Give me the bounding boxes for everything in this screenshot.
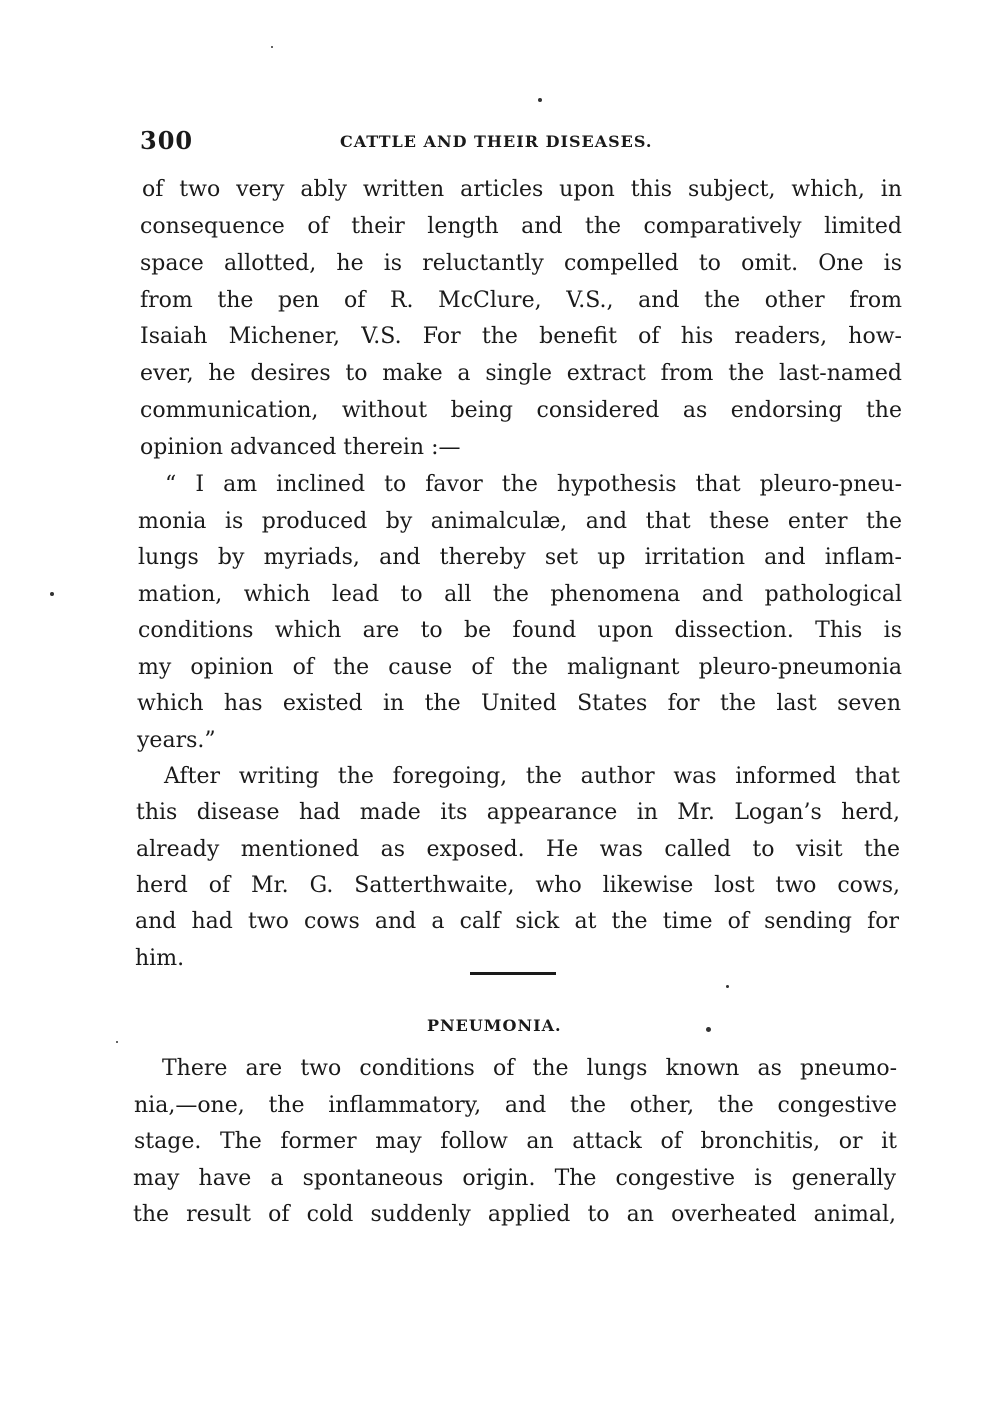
scan-speck (726, 985, 729, 988)
text-line: already mentioned as exposed. He was called to visit the (136, 837, 900, 862)
scan-speck (50, 592, 54, 596)
text-line: After writing the foregoing, the author was informed that (164, 764, 900, 789)
text-line: this disease had made its appearance in Mr. Logan’s herd, (136, 800, 900, 825)
text-line: communication, without being considered as endorsing the (140, 398, 902, 423)
text-line: monia is produced by animalculæ, and that these enter the (138, 509, 902, 534)
text-line: of two very ably written articles upon this subject, which, in (142, 177, 902, 202)
scan-speck (538, 98, 542, 102)
scan-speck (271, 46, 273, 48)
text-line: may have a spontaneous origin. The congestive is generally (133, 1166, 896, 1191)
text-line: mation, which lead to all the phenomena and pathological (138, 582, 902, 607)
text-line: opinion advanced therein :— (140, 435, 461, 460)
text-line: lungs by myriads, and thereby set up irritation and inflam- (138, 545, 902, 570)
text-line: stage. The former may follow an attack of bronchitis, or it (134, 1129, 897, 1154)
section-heading: PNEUMONIA. (427, 1016, 562, 1035)
text-line: There are two conditions of the lungs known as pneumo- (162, 1056, 897, 1081)
page-number: 300 (140, 126, 194, 155)
scan-speck (706, 1027, 711, 1032)
text-line: conditions which are to be found upon dissection. This is (138, 618, 902, 643)
text-line: years.” (137, 728, 216, 753)
text-line: herd of Mr. G. Satterthwaite, who likewise lost two cows, (136, 873, 900, 898)
text-line: space allotted, he is reluctantly compelled to omit. One is (140, 251, 902, 276)
text-line: Isaiah Michener, V.S. For the benefit of his readers, how- (140, 324, 902, 349)
text-line: him. (135, 946, 185, 971)
page-header (140, 126, 900, 158)
scan-speck (116, 1041, 118, 1043)
text-line: ever, he desires to make a single extract from the last-named (140, 361, 902, 386)
text-line: which has existed in the United States for the last seven (137, 691, 901, 716)
section-divider (470, 972, 556, 975)
text-line: nia,—one, the inflammatory, and the other, the congestive (134, 1093, 897, 1118)
text-line: from the pen of R. McClure, V.S., and the other from (140, 288, 902, 313)
text-line: consequence of their length and the comparatively limited (140, 214, 902, 239)
text-line: “ I am inclined to favor the hypothesis that pleuro-pneu- (165, 472, 902, 497)
text-line: my opinion of the cause of the malignant pleuro-pneumonia (138, 655, 902, 680)
text-line: and had two cows and a calf sick at the time of sending for (135, 909, 899, 934)
text-line: the result of cold suddenly applied to an overheated animal, (133, 1202, 896, 1227)
running-head: CATTLE AND THEIR DISEASES. (340, 132, 653, 151)
